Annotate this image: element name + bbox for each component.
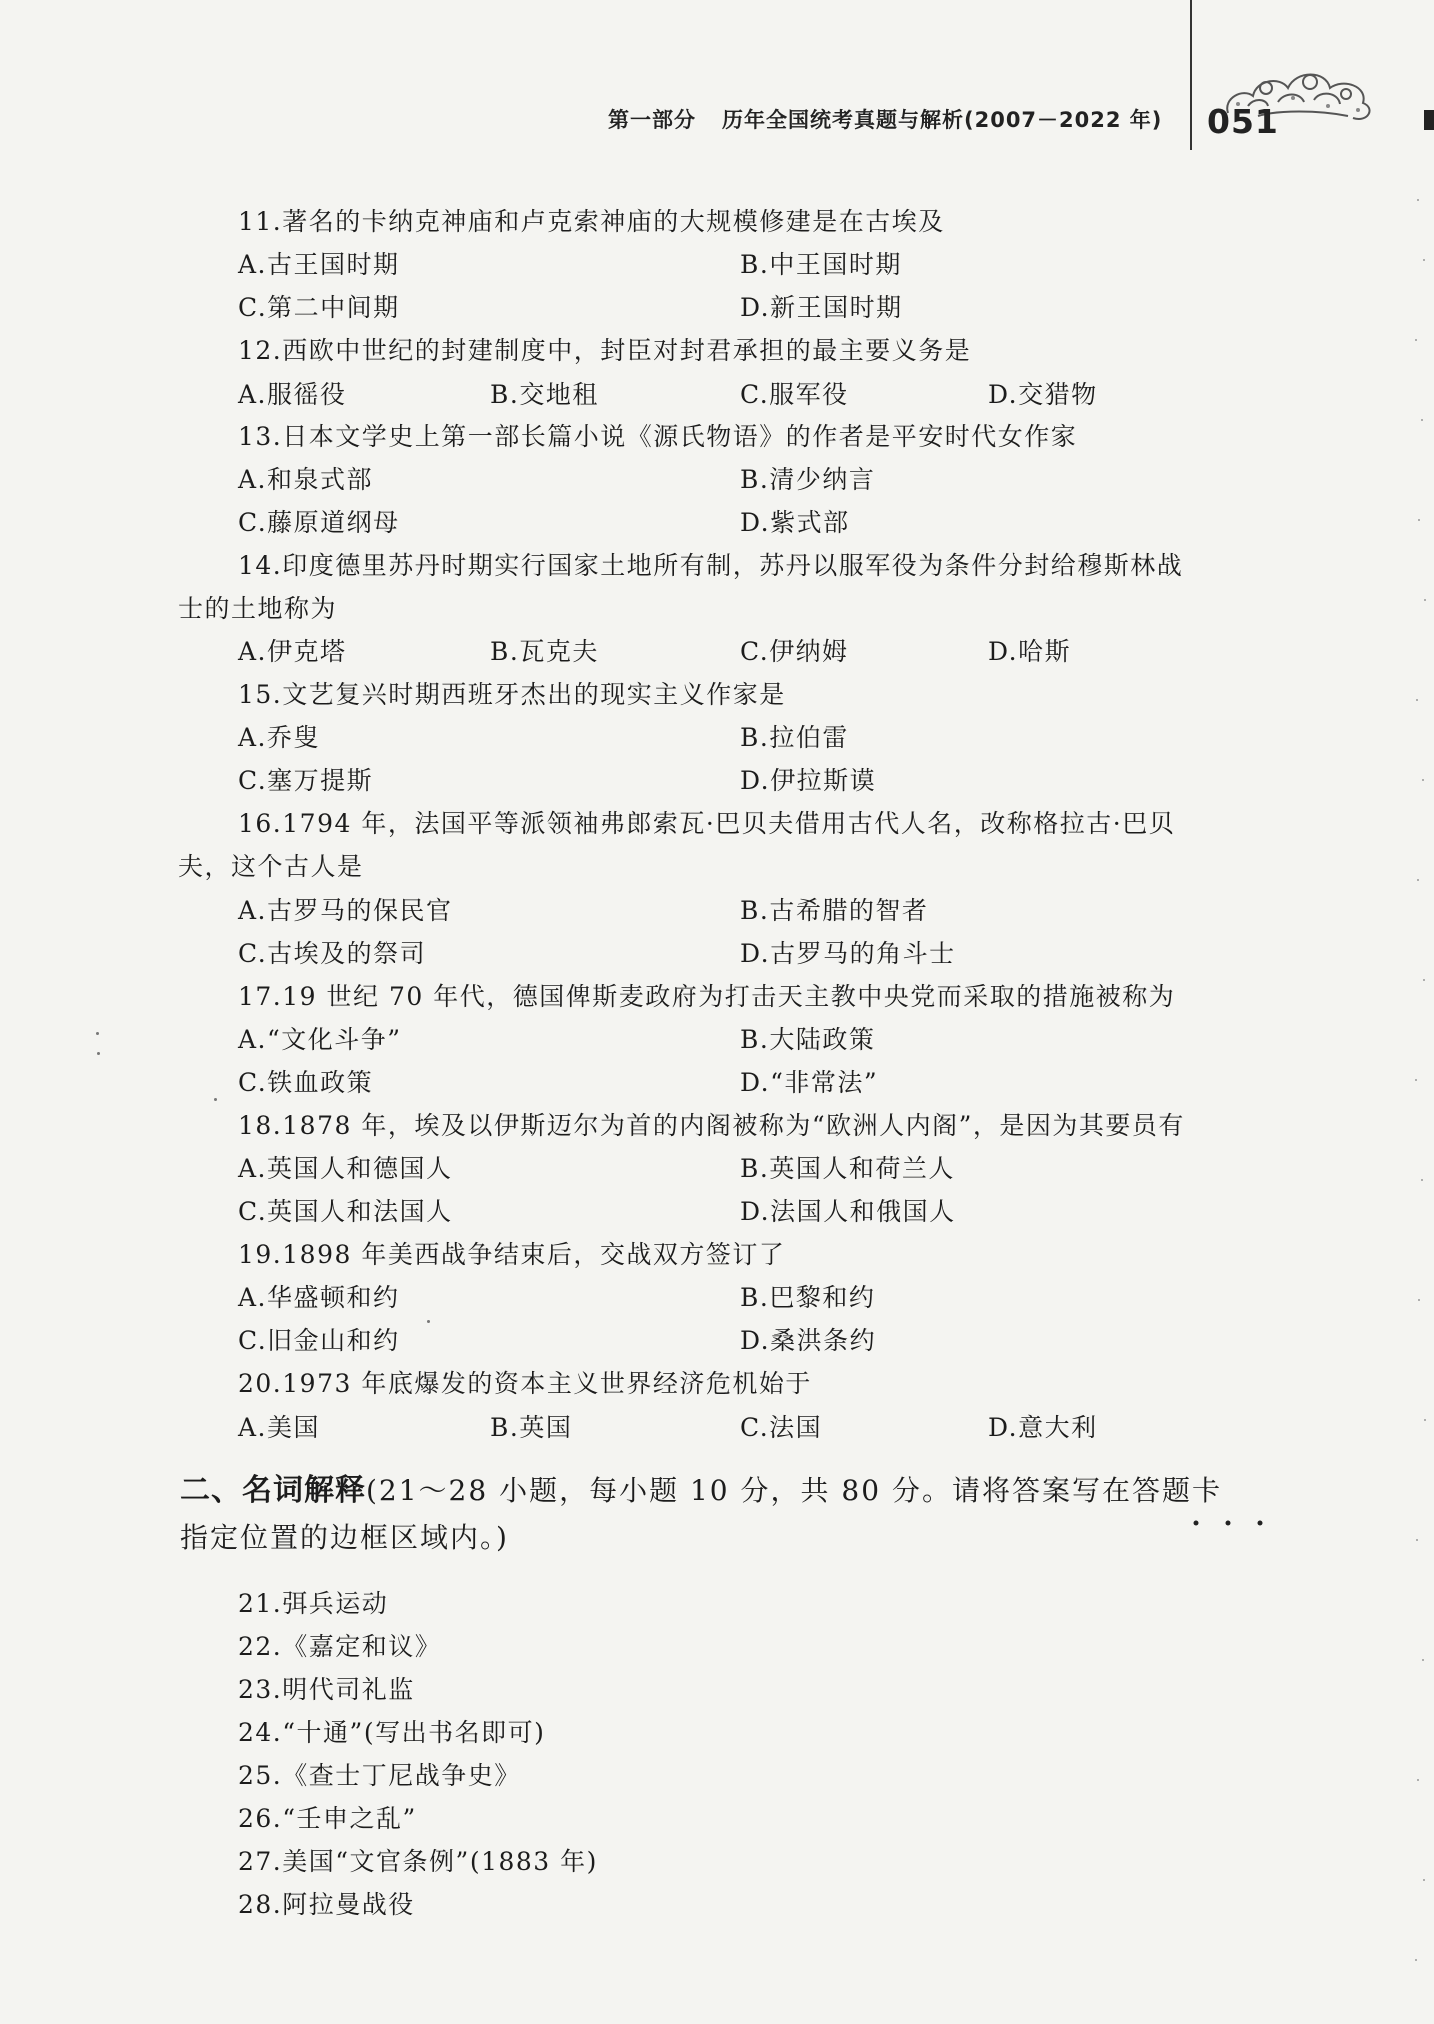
option: D.伊拉斯谟 bbox=[740, 766, 877, 795]
option: D.古罗马的角斗士 bbox=[740, 939, 956, 968]
question-20-stem: 20.1973 年底爆发的资本主义世界经济危机始于 bbox=[238, 1369, 812, 1398]
section-2-heading-line bbox=[180, 1474, 1222, 1508]
question-17-stem: 17.19 世纪 70 年代，德国俾斯麦政府为打击天主教中央党而采取的措施被称为 bbox=[238, 982, 1176, 1011]
term-item: 26.“壬申之乱” bbox=[238, 1804, 417, 1833]
term-item: 27.美国“文官条例”(1883 年) bbox=[238, 1847, 598, 1876]
section-2-instruction: (21～28 小题，每小题 10 分，共 80 分。请将答案写在答题卡 bbox=[366, 1474, 1222, 1507]
option: A.“文化斗争” bbox=[238, 1025, 402, 1054]
scan-speck bbox=[214, 1098, 217, 1101]
option: C.古埃及的祭司 bbox=[238, 939, 427, 968]
emphasis-dots bbox=[1190, 1518, 1270, 1528]
question-16-stem: 16.1794 年，法国平等派领袖弗郎索瓦·巴贝夫借用古代人名，改称格拉古·巴贝 bbox=[238, 809, 1176, 838]
header-part: 第一部分 bbox=[608, 108, 696, 132]
option: C.藤原道纲母 bbox=[238, 508, 400, 537]
option: B.巴黎和约 bbox=[740, 1283, 876, 1312]
term-item: 23.明代司礼监 bbox=[238, 1675, 415, 1704]
scan-speck bbox=[97, 1052, 100, 1055]
option: B.中王国时期 bbox=[740, 250, 902, 279]
option: B.大陆政策 bbox=[740, 1025, 876, 1054]
question-16-stem-cont: 夫，这个古人是 bbox=[178, 852, 364, 881]
term-item: 22.《嘉定和议》 bbox=[238, 1632, 442, 1661]
option: C.法国 bbox=[740, 1413, 823, 1442]
option: A.古罗马的保民官 bbox=[238, 896, 453, 925]
option: C.旧金山和约 bbox=[238, 1326, 400, 1355]
option: A.和泉式部 bbox=[238, 465, 374, 494]
term-item: 24.“十通”(写出书名即可) bbox=[238, 1718, 546, 1747]
option: A.美国 bbox=[238, 1413, 321, 1442]
option: D.“非常法” bbox=[740, 1068, 879, 1097]
option: B.交地租 bbox=[490, 380, 599, 409]
option: B.清少纳言 bbox=[740, 465, 876, 494]
option: C.英国人和法国人 bbox=[238, 1197, 453, 1226]
option: A.华盛顿和约 bbox=[238, 1283, 400, 1312]
option: C.铁血政策 bbox=[238, 1068, 374, 1097]
header-vertical-rule bbox=[1190, 0, 1192, 150]
question-12-stem: 12.西欧中世纪的封建制度中，封臣对封君承担的最主要义务是 bbox=[238, 336, 972, 365]
term-item: 28.阿拉曼战役 bbox=[238, 1890, 415, 1919]
option: B.英国人和荷兰人 bbox=[740, 1154, 955, 1183]
section-2-heading: 二、名词解释 bbox=[180, 1473, 366, 1508]
option: B.瓦克夫 bbox=[490, 637, 599, 666]
question-13-stem: 13.日本文学史上第一部长篇小说《源氏物语》的作者是平安时代女作家 bbox=[238, 422, 1078, 451]
option: D.紫式部 bbox=[740, 508, 850, 537]
option: D.意大利 bbox=[988, 1413, 1098, 1442]
question-19-stem: 19.1898 年美西战争结束后，交战双方签订了 bbox=[238, 1240, 786, 1269]
option: D.法国人和俄国人 bbox=[740, 1197, 956, 1226]
option: C.服军役 bbox=[740, 380, 849, 409]
header-title: 历年全国统考真题与解析(2007－2022 年) bbox=[722, 108, 1163, 132]
page-edge-texture bbox=[1410, 0, 1434, 2024]
option: B.古希腊的智者 bbox=[740, 896, 929, 925]
option: C.伊纳姆 bbox=[740, 637, 849, 666]
option: A.古王国时期 bbox=[238, 250, 400, 279]
question-14-stem: 14.印度德里苏丹时期实行国家土地所有制，苏丹以服军役为条件分封给穆斯林战 bbox=[238, 551, 1184, 580]
question-15-stem: 15.文艺复兴时期西班牙杰出的现实主义作家是 bbox=[238, 680, 786, 709]
question-14-stem-cont: 士的土地称为 bbox=[178, 594, 338, 623]
section-2-instruction-cont: 指定位置的边框区域内。) bbox=[180, 1521, 509, 1554]
running-header bbox=[608, 104, 1162, 134]
option: A.伊克塔 bbox=[238, 637, 347, 666]
option: B.英国 bbox=[490, 1413, 573, 1442]
term-item: 25.《查士丁尼战争史》 bbox=[238, 1761, 521, 1790]
option: A.乔叟 bbox=[238, 723, 321, 752]
option: D.哈斯 bbox=[988, 637, 1072, 666]
option: A.英国人和德国人 bbox=[238, 1154, 453, 1183]
option: C.塞万提斯 bbox=[238, 766, 374, 795]
option: C.第二中间期 bbox=[238, 293, 400, 322]
option: B.拉伯雷 bbox=[740, 723, 849, 752]
option: D.新王国时期 bbox=[740, 293, 903, 322]
option: D.桑洪条约 bbox=[740, 1326, 877, 1355]
question-11-stem: 11.著名的卡纳克神庙和卢克索神庙的大规模修建是在古埃及 bbox=[238, 207, 945, 236]
page-number: 051 bbox=[1207, 102, 1279, 141]
scan-speck bbox=[96, 1032, 99, 1035]
scan-speck bbox=[427, 1320, 430, 1323]
option: D.交猎物 bbox=[988, 380, 1098, 409]
term-item: 21.弭兵运动 bbox=[238, 1589, 389, 1618]
question-18-stem: 18.1878 年，埃及以伊斯迈尔为首的内阁被称为“欧洲人内阁”，是因为其要员有 bbox=[238, 1111, 1185, 1140]
option: A.服徭役 bbox=[238, 380, 347, 409]
